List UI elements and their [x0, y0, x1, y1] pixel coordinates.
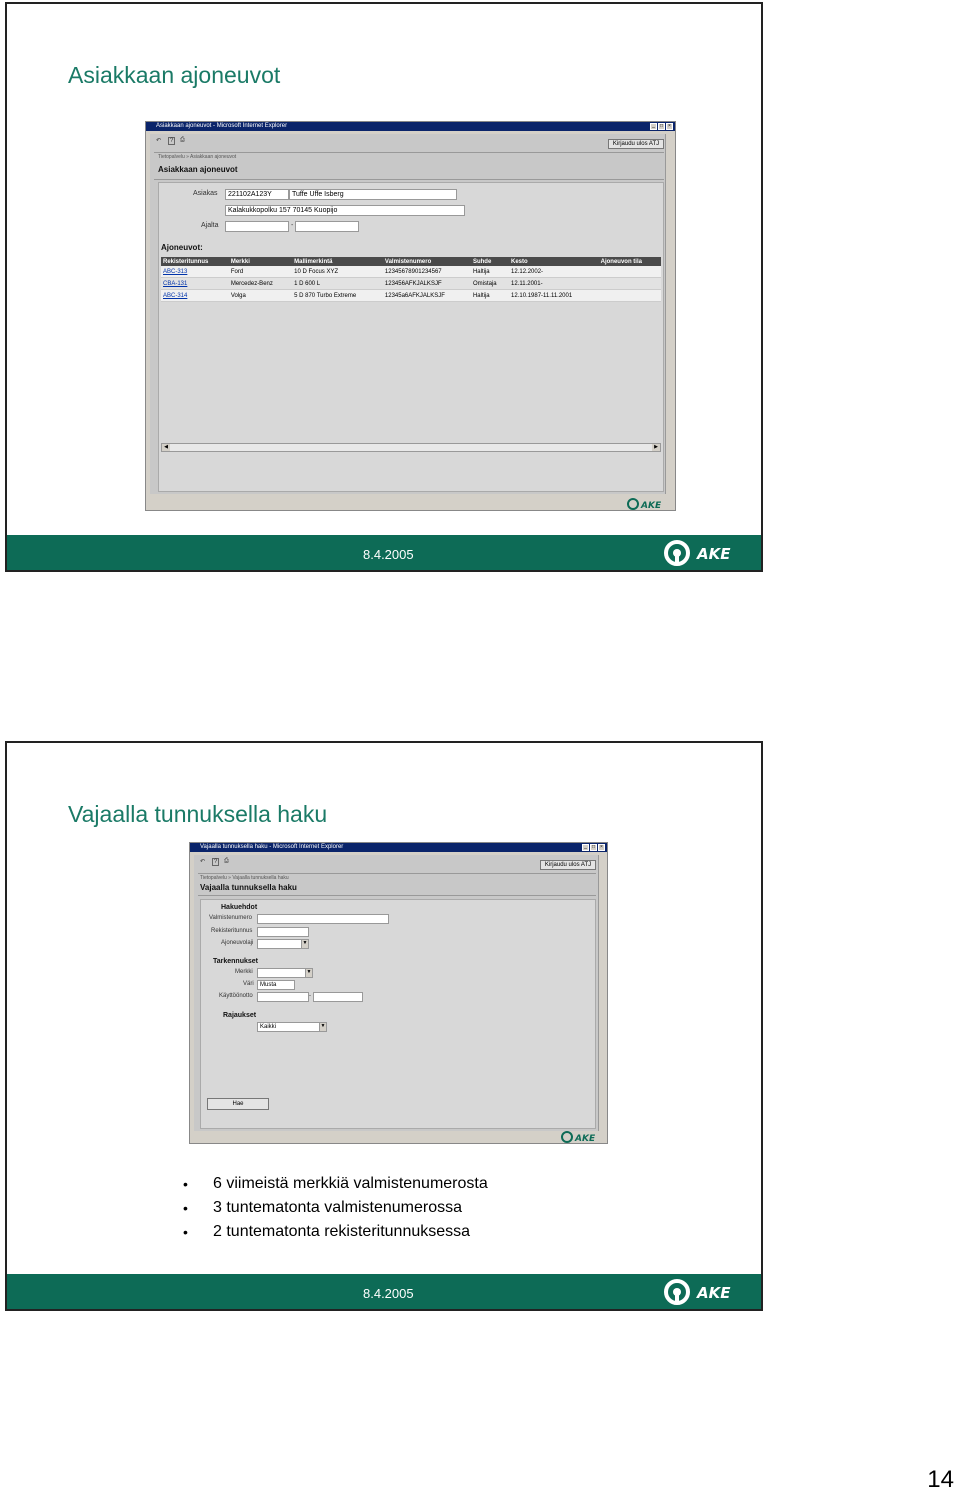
asiakas-name-field[interactable]: Tuffe Uffe Isberg — [289, 189, 457, 200]
page-number: 14 — [927, 1466, 954, 1493]
vari-select[interactable]: Musta — [257, 980, 295, 990]
asiakas-label: Asiakas — [193, 190, 218, 197]
valmistenumero-input[interactable] — [257, 914, 389, 924]
window-titlebar — [190, 843, 607, 852]
status-logo — [561, 1131, 601, 1143]
kayttoonotto-separator: - — [309, 993, 311, 999]
print-icon[interactable]: ⎙ — [180, 137, 185, 143]
heading-divider — [198, 895, 596, 896]
rekisteritunnus-input[interactable] — [257, 927, 309, 937]
table-cell: 10 D Focus XYZ — [292, 266, 383, 278]
table-cell: 12345678901234567 — [383, 266, 471, 278]
window-title: Vajaalla tunnuksella haku - Microsoft Internet Explorer — [200, 844, 344, 850]
logout-button[interactable]: Kirjaudu ulos ATJ — [540, 860, 596, 870]
column-header[interactable]: Valmistenumero — [383, 257, 471, 266]
section-hakuehdot: Hakuehdot — [221, 904, 258, 911]
vari-label: Väri — [243, 981, 254, 987]
logout-button[interactable]: Kirjaudu ulos ATJ — [608, 139, 664, 149]
help-icon[interactable]: ? — [214, 859, 218, 865]
search-button[interactable]: Hae — [207, 1098, 269, 1110]
ake-logo — [663, 539, 745, 567]
valmistenumero-label: Valmistenumero — [209, 915, 252, 921]
column-header[interactable]: Merkki — [229, 257, 292, 266]
close-button[interactable]: × — [598, 844, 605, 851]
table-cell — [599, 290, 661, 302]
asiakas-id-field[interactable]: 221102A123Y — [225, 189, 289, 200]
ajalta-start-field[interactable] — [225, 221, 289, 232]
content-panel — [158, 182, 664, 492]
slide-title: Asiakkaan ajoneuvot — [68, 62, 281, 88]
print-icon[interactable]: ⎙ — [224, 858, 229, 864]
app-area — [194, 855, 598, 1131]
table-row — [161, 266, 661, 278]
rajaukset-value: Kaikki — [260, 1024, 277, 1030]
back-icon[interactable]: ↶ — [200, 859, 206, 865]
registration-link[interactable]: CBA-131 — [163, 280, 188, 287]
registration-link[interactable]: ABC-313 — [163, 268, 188, 275]
breadcrumb: Tietopalvelu » Vajaalla tunnuksella haku — [200, 875, 289, 881]
section-tarkennukset: Tarkennukset — [213, 958, 258, 965]
close-button[interactable]: × — [666, 123, 673, 130]
footer-date: 8.4.2005 — [363, 547, 414, 562]
slide-title: Vajaalla tunnuksella haku — [68, 801, 328, 827]
bullet-item: • 2 tuntematonta rekisteritunnuksessa — [183, 1220, 488, 1244]
ajoneuvolaji-select[interactable] — [257, 939, 309, 949]
table-cell: 1 D 600 L — [292, 278, 383, 290]
merkki-select[interactable] — [257, 968, 313, 978]
status-bar — [190, 1131, 607, 1143]
table-cell: Ford — [229, 266, 292, 278]
table-cell: 5 D 870 Turbo Extreme — [292, 290, 383, 302]
bullet-item: • 3 tuntematonta valmistenumerossa — [183, 1196, 488, 1220]
maximize-button[interactable]: □ — [659, 123, 664, 129]
chevron-down-icon: ▼ — [320, 1023, 326, 1029]
ake-logo-text: AKE — [697, 1284, 731, 1302]
column-header[interactable]: Suhde — [471, 257, 509, 266]
page-heading: Asiakkaan ajoneuvot — [158, 165, 238, 174]
toolbar-divider — [198, 873, 596, 874]
heading-divider — [154, 179, 664, 180]
ajoneuvolaji-label: Ajoneuvolaji — [221, 940, 254, 946]
scroll-right-icon[interactable]: ▶ — [652, 444, 660, 451]
table-cell: Haltija — [471, 290, 509, 302]
table-cell: Haltija — [471, 266, 509, 278]
kayttoonotto-label: Käyttöönotto — [219, 993, 253, 999]
column-header[interactable]: Kesto — [509, 257, 599, 266]
table-header-row — [161, 257, 661, 266]
table-cell: 123456AFKJALKSJF — [383, 278, 471, 290]
status-logo — [627, 498, 667, 510]
footer-date: 8.4.2005 — [363, 1286, 414, 1301]
minimize-button[interactable]: _ — [650, 123, 657, 130]
registration-link[interactable]: ABC-314 — [163, 292, 188, 299]
table-cell: Omistaja — [471, 278, 509, 290]
status-logo-text: AKE — [575, 1134, 596, 1143]
toolbar-divider — [154, 152, 664, 153]
table-row — [161, 290, 661, 302]
horizontal-scrollbar[interactable] — [161, 443, 661, 452]
back-icon[interactable]: ↶ — [156, 138, 162, 144]
ajalta-separator: - — [291, 222, 294, 229]
table-cell: 12.10.1987-11.11.2001 — [509, 290, 599, 302]
ajalta-label: Ajalta — [201, 222, 219, 229]
page-heading: Vajaalla tunnuksella haku — [200, 883, 297, 892]
kayttoonotto-end-input[interactable] — [313, 992, 363, 1002]
breadcrumb: Tietopalvelu » Asiakkaan ajoneuvot — [158, 154, 237, 160]
chevron-down-icon: ▼ — [302, 940, 308, 946]
maximize-button[interactable]: □ — [591, 844, 596, 850]
status-bar — [146, 496, 675, 511]
merkki-label: Merkki — [235, 969, 253, 975]
ajalta-end-field[interactable] — [295, 221, 359, 232]
minimize-button[interactable]: _ — [582, 844, 589, 851]
slide-2 — [5, 741, 763, 1311]
table-cell: Mercedez-Benz — [229, 278, 292, 290]
table-cell — [599, 266, 661, 278]
column-header[interactable]: Rekisteritunnus — [161, 257, 229, 266]
slide-1 — [5, 2, 763, 572]
help-icon[interactable]: ? — [170, 138, 174, 144]
bullet-item: • 6 viimeistä merkkiä valmistenumerosta — [183, 1172, 488, 1196]
ake-logo-text: AKE — [697, 545, 731, 563]
browser-window — [189, 842, 608, 1144]
slide-footer — [7, 1274, 761, 1309]
column-header[interactable]: Mallimerkintä — [292, 257, 383, 266]
scroll-left-icon[interactable]: ◀ — [162, 444, 170, 451]
kayttoonotto-start-input[interactable] — [257, 992, 309, 1002]
column-header[interactable]: Ajoneuvon tila — [599, 257, 661, 266]
table-cell: 12345a6AFKJALKSJF — [383, 290, 471, 302]
vehicles-table-title: Ajoneuvot: — [161, 243, 203, 252]
rekisteritunnus-label: Rekisteritunnus — [211, 928, 253, 934]
search-form-panel — [200, 899, 596, 1129]
status-logo-text: AKE — [641, 501, 662, 510]
bullet-list — [183, 1172, 488, 1244]
ake-logo — [663, 1278, 745, 1306]
table-cell — [599, 278, 661, 290]
slide-footer — [7, 535, 761, 570]
app-area — [150, 134, 665, 494]
table-cell: 12.12.2002- — [509, 266, 599, 278]
section-rajaukset: Rajaukset — [223, 1012, 257, 1019]
rajaukset-select[interactable] — [257, 1022, 327, 1032]
window-title: Asiakkaan ajoneuvot - Microsoft Internet Explorer — [156, 123, 288, 129]
chevron-down-icon: ▼ — [306, 969, 312, 975]
window-titlebar — [146, 122, 675, 131]
vehicles-table — [161, 257, 661, 302]
vertical-scrollbar[interactable] — [665, 134, 673, 494]
table-row — [161, 278, 661, 290]
table-cell: 12.11.2001- — [509, 278, 599, 290]
browser-window — [145, 121, 676, 511]
vertical-scrollbar[interactable] — [598, 855, 606, 1131]
table-cell: Volga — [229, 290, 292, 302]
address-field[interactable]: Kalakukkopolku 157 70145 Kuopijo — [225, 205, 465, 216]
